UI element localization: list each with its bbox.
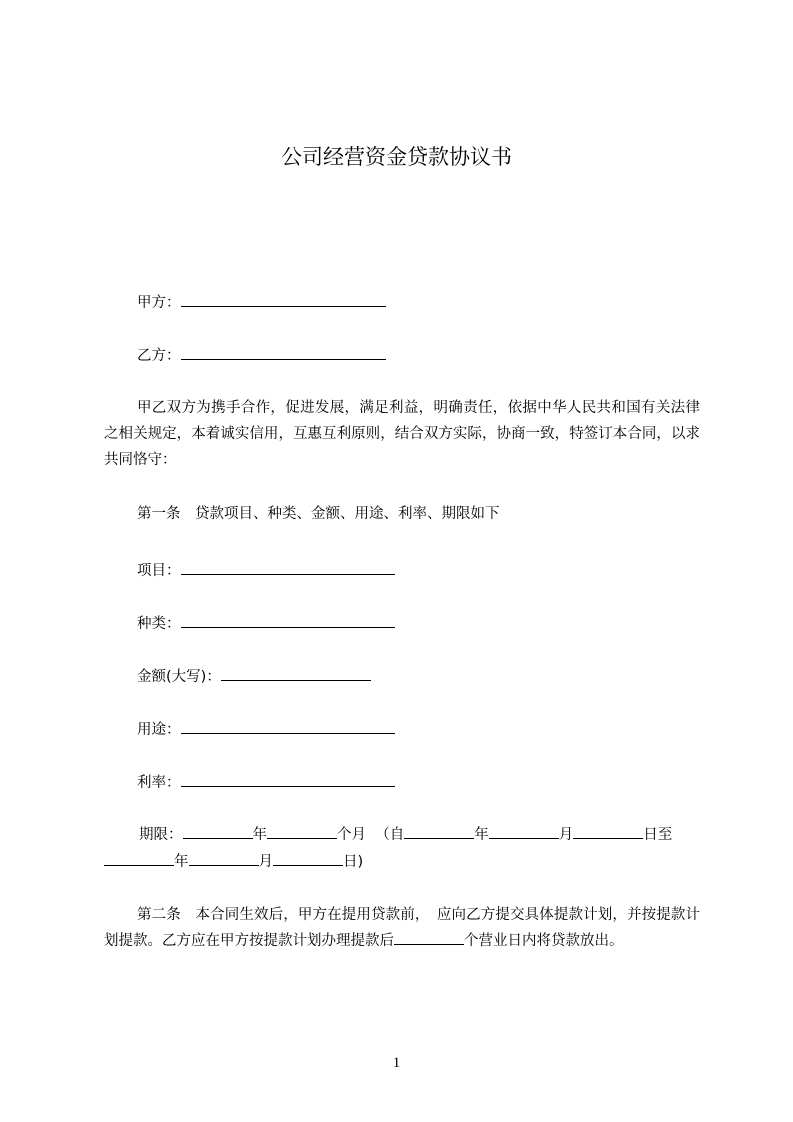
business-days-blank[interactable] — [394, 929, 464, 945]
term-row-1 — [139, 823, 672, 845]
end-year-text: 年 — [174, 854, 189, 870]
start-year-blank[interactable] — [404, 823, 474, 839]
term-months-text: 个月 — [337, 827, 366, 843]
end-day-blank[interactable] — [273, 850, 343, 866]
start-month-blank[interactable] — [489, 823, 559, 839]
page-number: 1 — [392, 1055, 401, 1071]
rate-blank[interactable] — [181, 771, 395, 787]
rate-label: 利率： — [137, 775, 181, 791]
term-label: 期限： — [139, 827, 183, 843]
amount-label: 金额(大写)： — [137, 669, 221, 685]
rate-row — [137, 771, 395, 793]
purpose-label: 用途： — [137, 722, 181, 738]
document-title: 公司经营资金贷款协议书 — [281, 145, 512, 169]
term-years-blank[interactable] — [183, 823, 253, 839]
article-2-text-before: 第二条 本合同生效后，甲方在提用贷款前， 应向乙方提交具体提款计划，并按提款计划提款。乙方应在甲方按提款计划办理提款后 — [104, 907, 700, 949]
party-b-blank[interactable] — [181, 344, 386, 360]
article-2-paragraph — [104, 902, 700, 954]
article-2-text-after: 个营业日内将贷款放出。 — [464, 933, 624, 949]
party-a-blank[interactable] — [181, 291, 386, 307]
term-months-blank[interactable] — [267, 823, 337, 839]
end-month-blank[interactable] — [189, 850, 259, 866]
party-b-label: 乙方： — [137, 348, 181, 364]
party-a-label: 甲方： — [137, 295, 181, 311]
article-1-heading: 第一条 贷款项目、种类、金额、用途、利率、期限如下 — [137, 506, 500, 522]
type-row — [137, 612, 395, 634]
type-label: 种类： — [137, 616, 181, 632]
amount-row — [137, 665, 371, 687]
project-row — [137, 559, 395, 581]
amount-blank[interactable] — [221, 665, 371, 681]
term-row-2 — [104, 850, 363, 872]
end-month-text: 月 — [258, 854, 273, 870]
party-b-row — [137, 344, 386, 366]
party-a-row — [137, 291, 386, 313]
project-blank[interactable] — [181, 559, 395, 575]
purpose-blank[interactable] — [181, 718, 395, 734]
start-month-text: 月 — [558, 827, 574, 843]
purpose-row — [137, 718, 395, 740]
start-day-blank[interactable] — [573, 823, 643, 839]
end-day-text: 日) — [343, 854, 364, 870]
project-label: 项目： — [137, 563, 181, 579]
term-from-text: （自 — [375, 827, 405, 843]
intro-paragraph: 甲乙双方为携手合作，促进发展，满足利益，明确责任，依据中华人民共和国有关法律之相关规定，本着诚实信用，互惠互利原则，结合双方实际，协商一致，特签订本合同，以求共同恪守： — [104, 400, 700, 468]
end-year-blank[interactable] — [104, 850, 174, 866]
start-year-text: 年 — [474, 827, 489, 843]
type-blank[interactable] — [181, 612, 395, 628]
term-year-text: 年 — [252, 827, 267, 843]
day-to-text: 日至 — [643, 827, 673, 843]
